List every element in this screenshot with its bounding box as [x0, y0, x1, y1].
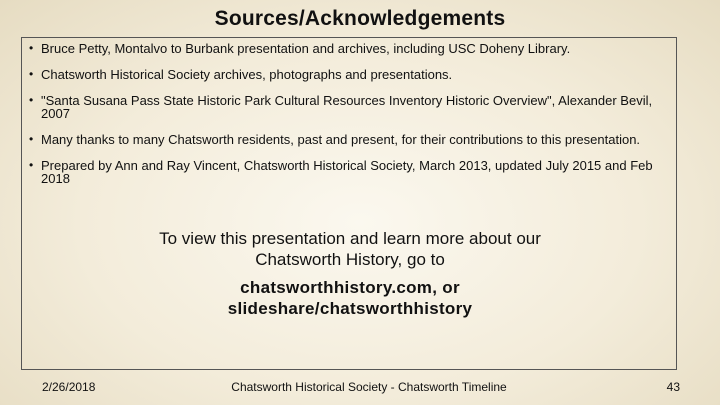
source-text: Chatsworth Historical Society archives, photographs and presentations. — [41, 67, 453, 82]
bullet-icon: • — [29, 41, 34, 55]
source-item — [22, 94, 667, 120]
cta-line-1: To view this presentation and learn more about our — [159, 229, 541, 248]
website-link[interactable]: chatsworthhistory.com, or — [240, 278, 460, 297]
bullet-icon: • — [29, 132, 34, 146]
content-box — [21, 37, 677, 370]
cta-line-2: Chatsworth History, go to — [255, 250, 445, 269]
cta-links — [22, 277, 678, 319]
footer-date: 2/26/2018 — [42, 380, 96, 394]
slideshare-link[interactable]: slideshare/chatsworthhistory — [227, 299, 473, 318]
source-text: Prepared by Ann and Ray Vincent, Chatsworth Historical Society, March 2013, updated July 2015 and Feb 2018 — [41, 158, 653, 186]
bullet-icon: • — [29, 67, 34, 81]
source-item — [22, 68, 667, 81]
source-item — [22, 133, 667, 146]
source-item — [22, 42, 667, 55]
bullet-icon: • — [29, 93, 34, 107]
bullet-icon: • — [29, 158, 34, 172]
call-to-action — [22, 228, 678, 319]
sources-list — [22, 42, 678, 198]
slide-title: Sources/Acknowledgements — [214, 7, 506, 30]
source-text: Many thanks to many Chatsworth residents, past and present, for their contributions to this presentation. — [41, 132, 641, 147]
footer-title: Chatsworth Historical Society - Chatsworth Timeline — [231, 380, 507, 394]
page-number: 43 — [666, 380, 680, 394]
source-text: Bruce Petty, Montalvo to Burbank presentation and archives, including USC Doheny Library. — [41, 41, 571, 56]
source-text: "Santa Susana Pass State Historic Park Cultural Resources Inventory Historic Overview", Alexander Bevil, 2007 — [41, 93, 653, 121]
source-item — [22, 159, 667, 185]
